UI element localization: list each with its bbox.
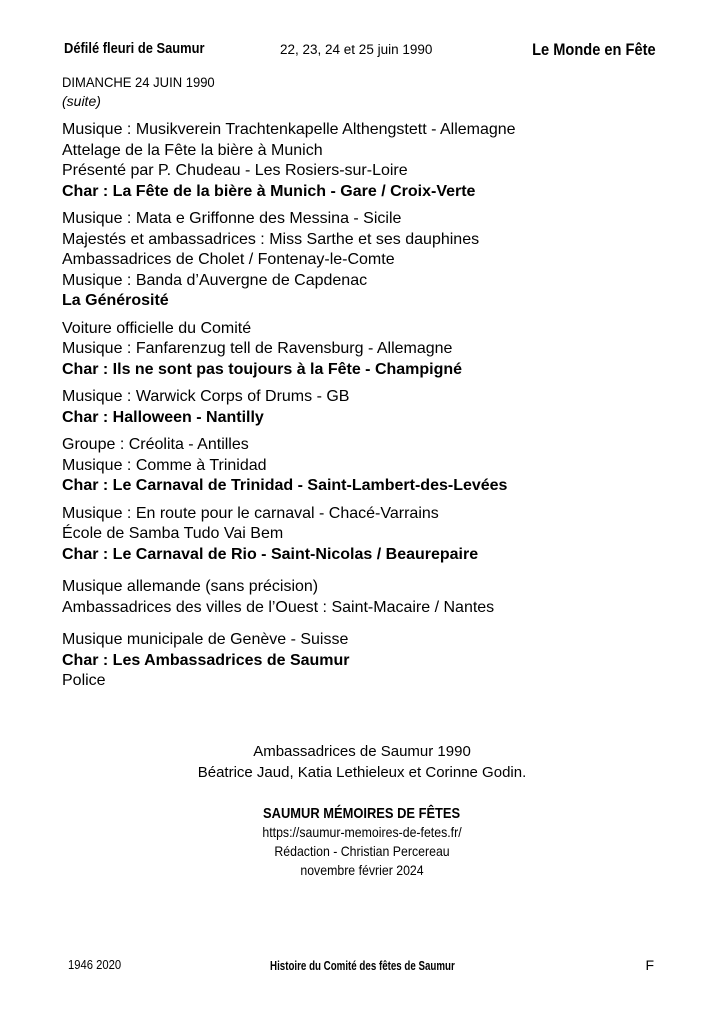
program-entry	[62, 577, 682, 618]
program-line: Musique : Musikverein Trachtenkapelle Althengstett - Allemagne	[62, 121, 516, 138]
program-line: École de Samba Tudo Vai Bem	[62, 525, 284, 542]
header-theme: Le Monde en Fête	[532, 40, 656, 59]
program-line: Attelage de la Fête la bière à Munich	[62, 141, 323, 159]
program-highlight-line: Char : Les Ambassadrices de Saumur	[62, 651, 350, 669]
signature-author: Rédaction - Christian Percereau	[274, 843, 450, 859]
program-line: Musique municipale de Genève - Suisse	[62, 631, 349, 648]
parade-program	[62, 120, 682, 699]
header-event-title: Défilé fleuri de Saumur	[64, 40, 205, 57]
program-line: Majestés et ambassadrices : Miss Sarthe et ses dauphines	[62, 230, 480, 248]
program-highlight-line: Char : Le Carnaval de Trinidad - Saint-Lambert-des-Levées	[62, 477, 508, 494]
program-line: Musique : Mata e Griffonne des Messina - Sicile	[62, 210, 402, 227]
program-highlight-line: Char : Le Carnaval de Rio - Saint-Nicolas / Beaurepaire	[62, 545, 479, 563]
signature-block	[0, 804, 724, 880]
header-dates: 22, 23, 24 et 25 juin 1990	[280, 42, 433, 57]
signature-title: SAUMUR MÉMOIRES DE FÊTES	[263, 805, 461, 822]
program-entry	[62, 120, 682, 202]
program-line: Présenté par P. Chudeau - Les Rosiers-sur-Loire	[62, 162, 408, 179]
program-highlight-line: Char : Halloween - Nantilly	[62, 408, 264, 426]
program-line: Police	[62, 672, 106, 689]
footer-years: 1946 2020	[68, 958, 122, 972]
program-entry	[62, 435, 682, 497]
signature-url: https://saumur-memoires-de-fetes.fr/	[262, 824, 462, 840]
program-line: Voiture officielle du Comité	[62, 319, 252, 337]
program-line: Musique : Banda d’Auvergne de Capdenac	[62, 271, 368, 289]
program-entry	[62, 504, 682, 566]
footer-title-text: Histoire du Comité des fêtes de Saumur	[269, 959, 455, 973]
program-entry	[62, 319, 682, 381]
footer-page-letter: F	[645, 957, 654, 973]
program-line: Musique allemande (sans précision)	[62, 578, 319, 595]
program-line: Musique : En route pour le carnaval - Chacé-Varrains	[62, 504, 439, 522]
program-line: Musique : Fanfarenzug tell de Ravensburg - Allemagne	[62, 340, 453, 357]
ambassadors-credit-title: Ambassadrices de Saumur 1990	[253, 743, 471, 760]
program-highlight-line: Char : La Fête de la bière à Munich - Gare / Croix-Verte	[62, 182, 476, 200]
program-highlight-line: La Générosité	[62, 292, 169, 309]
ambassadors-credit	[0, 741, 724, 783]
program-entry	[62, 630, 682, 692]
day-title: DIMANCHE 24 JUIN 1990	[62, 74, 215, 90]
program-entry	[62, 387, 682, 428]
program-entry	[62, 209, 682, 312]
signature-date: novembre février 2024	[300, 862, 424, 878]
day-subtitle: (suite)	[62, 93, 101, 109]
program-highlight-line: Char : Ils ne sont pas toujours à la Fête - Champigné	[62, 360, 463, 378]
program-line: Groupe : Créolita - Antilles	[62, 436, 249, 453]
program-line: Musique : Comme à Trinidad	[62, 456, 267, 474]
ambassadors-credit-names: Béatrice Jaud, Katia Lethieleux et Corinne Godin.	[197, 764, 527, 781]
footer-title	[0, 957, 724, 975]
program-line: Musique : Warwick Corps of Drums - GB	[62, 388, 350, 405]
program-line: Ambassadrices de Cholet / Fontenay-le-Comte	[62, 251, 395, 268]
program-line: Ambassadrices des villes de l’Ouest : Saint-Macaire / Nantes	[62, 598, 495, 616]
